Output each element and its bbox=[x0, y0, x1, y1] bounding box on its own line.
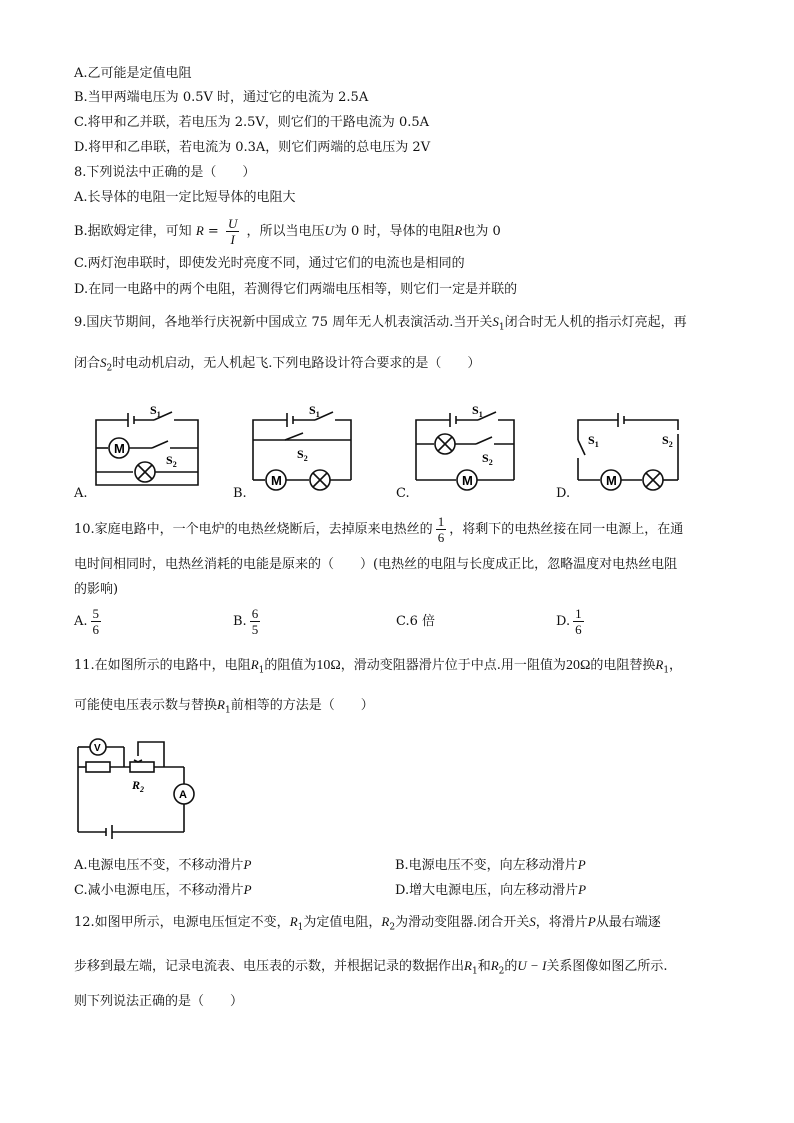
svg-text:S1: $S_1$ bbox=[309, 403, 320, 419]
q10-option-c: C.6 倍 bbox=[396, 614, 436, 629]
svg-text:S2: $S_2$ bbox=[166, 453, 177, 469]
q9-stem-line1: 9.国庆节期间，各地举行庆祝新中国成立 75 周年无人机表演活动.当开关$S_1$闭合时无人机的指示灯亮起，再 bbox=[74, 314, 687, 333]
svg-text:S2: $S_2$ bbox=[297, 447, 308, 463]
q12-stem-line1: 12.如图甲所示，电源电压恒定不变，$R_1$为定值电阻，$R_2$为滑动变阻器.闭合开关S，将滑片P从最右端逐 bbox=[74, 914, 661, 933]
q7-option-a: A.乙可能是定值电阻 bbox=[74, 66, 192, 81]
q7-option-b: B.当甲两端电压为 0.5V 时，通过它的电流为 2.5A bbox=[74, 90, 369, 105]
q11-circuit bbox=[72, 732, 202, 842]
q11-option-b: B.电源电压不变，向左移动滑片P bbox=[395, 857, 586, 873]
q8-option-b: B.据欧姆定律，可知 R = $\frac{U}{I}$ ，所以当电压U为 0 时，导体的电阻R也为 0 bbox=[74, 216, 501, 247]
svg-text:S1: $S_1$ bbox=[472, 403, 483, 419]
q10-stem-line2: 电时间相同时，电热丝消耗的电能是原来的（ ）(电热丝的电阻与长度成正比，忽略温度对电热丝电阻 bbox=[74, 557, 678, 572]
q11-option-a: A.电源电压不变，不移动滑片P bbox=[74, 857, 252, 873]
q11-stem-line2: 可能使电压表示数与替换$R_1$前相等的方法是（ ） bbox=[74, 697, 374, 716]
svg-text:A: A bbox=[179, 789, 187, 801]
svg-text:S1: $S_1$ bbox=[150, 403, 161, 419]
q11-option-c: C.减小电源电压，不移动滑片P bbox=[74, 882, 252, 898]
circuit-d bbox=[570, 400, 690, 495]
q10-option-b: B. $\frac{6}{5}$ bbox=[233, 606, 259, 637]
svg-text:R2: $R_2$ bbox=[132, 778, 145, 794]
circuit-a bbox=[88, 400, 208, 495]
q8-stem: 8.下列说法中正确的是（ ） bbox=[74, 165, 256, 180]
svg-text:S2: $S_2$ bbox=[482, 451, 493, 467]
q8-option-c: C.两灯泡串联时，即使发光时亮度不同，通过它们的电流也是相同的 bbox=[74, 256, 465, 271]
svg-text:S1: $S_1$ bbox=[588, 433, 599, 449]
q9-option-d: D. bbox=[556, 486, 571, 501]
svg-text:M: M bbox=[114, 441, 125, 456]
q12-stem-line2: 步移到最左端，记录电流表、电压表的示数，并根据记录的数据作出$R_1$和$R_2$的U − I关系图像如图乙所示. bbox=[74, 958, 668, 977]
q10-option-a: A. $\frac{5}{6}$ bbox=[74, 606, 100, 637]
q9-option-c: C. bbox=[396, 486, 410, 501]
q9-option-a: A. bbox=[74, 486, 88, 501]
q11-option-d: D.增大电源电压，向左移动滑片P bbox=[395, 882, 587, 898]
q8-option-a: A.长导体的电阻一定比短导体的电阻大 bbox=[74, 190, 296, 205]
circuit-b bbox=[245, 400, 365, 495]
q9-option-b: B. bbox=[233, 486, 247, 501]
ohm-fraction: $\frac{U}{I}$ bbox=[227, 216, 238, 247]
q8-option-d: D.在同一电路中的两个电阻，若测得它们两端电压相等，则它们一定是并联的 bbox=[74, 282, 518, 297]
q11-stem-line1: 11.在如图所示的电路中，电阻$R_1$的阻值为10Ω，滑动变阻器滑片位于中点.用一阻值为20Ω的电阻替换$R_1$， bbox=[74, 657, 683, 676]
q7-option-c: C.将甲和乙并联，若电压为 2.5V，则它们的干路电流为 0.5A bbox=[74, 115, 430, 130]
svg-text:S2: $S_2$ bbox=[662, 433, 673, 449]
q10-stem-line1: 10.家庭电路中，一个电炉的电热丝烧断后，去掉原来电热丝的 $\frac{1}{6}$ ，将剩下的电热丝接在同一电源上，在通 bbox=[74, 514, 684, 545]
q10-stem-line3: 的影响) bbox=[74, 582, 119, 597]
svg-text:M: M bbox=[271, 473, 282, 488]
q7-option-d: D.将甲和乙串联，若电流为 0.3A，则它们两端的总电压为 2V bbox=[74, 140, 431, 155]
q9-stem-line2: 闭合$S_2$时电动机启动，无人机起飞.下列电路设计符合要求的是（ ） bbox=[74, 355, 481, 374]
svg-text:M: M bbox=[462, 473, 473, 488]
circuit-c bbox=[408, 400, 528, 495]
q10-option-d: D. $\frac{1}{6}$ bbox=[556, 606, 582, 637]
q12-stem-line3: 则下列说法正确的是（ ） bbox=[74, 994, 244, 1009]
svg-text:M: M bbox=[606, 473, 617, 488]
svg-text:V: V bbox=[94, 743, 101, 754]
